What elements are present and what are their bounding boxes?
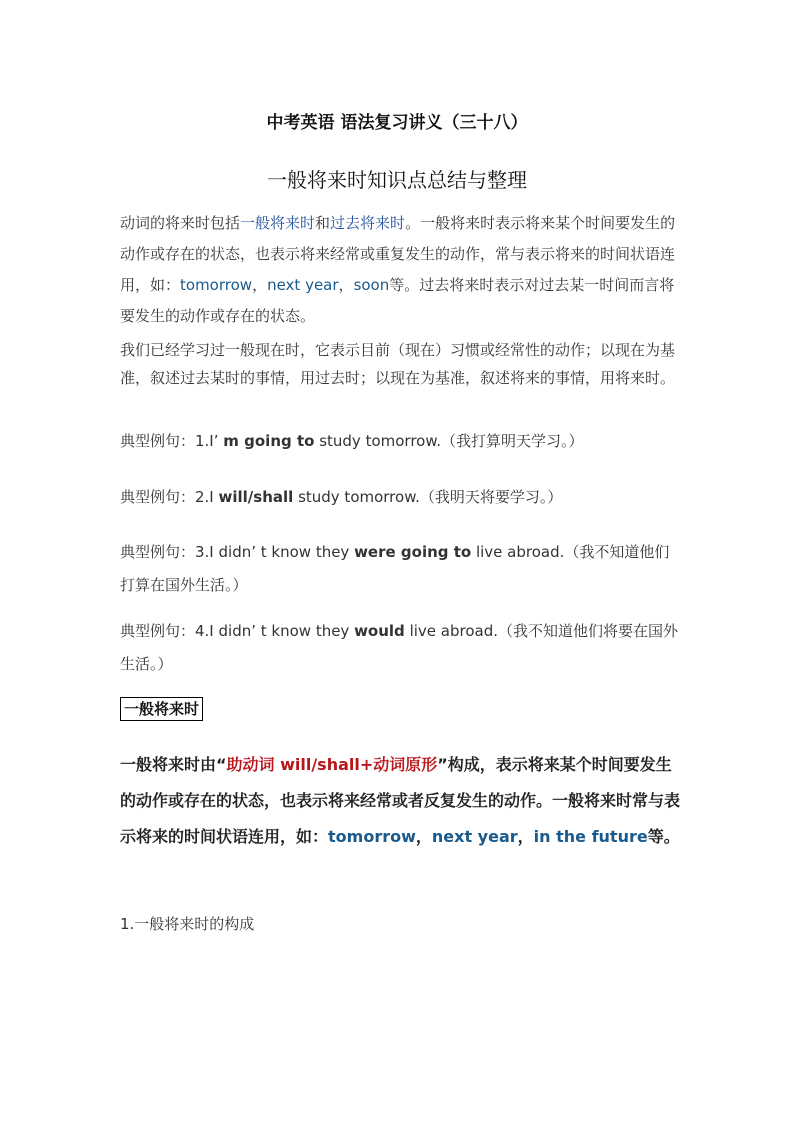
- boxed-heading: 一般将来时: [120, 697, 203, 721]
- keyword-soon: soon: [353, 276, 390, 294]
- section-heading: 1.一般将来时的构成: [120, 915, 255, 933]
- keyword-next-year: next year: [431, 827, 518, 846]
- definition-paragraph: [120, 747, 680, 855]
- keyword-next-year: next year: [267, 276, 339, 294]
- keyword-in-the-future: in the future: [533, 827, 648, 846]
- intro-text: 和: [315, 214, 331, 232]
- separator: ，: [338, 276, 354, 294]
- intro-text: 。一般将来时表示将来某个时间要发生的动作或存在的状态，也表示将来经常或重复发生的动作，常与表示将来的时间状语连用，如：: [120, 214, 676, 294]
- definition-text: ”构成，表示将来某个时间要发生的动作或存在的状态，也表示将来经常或者反复发生的动作。一般将来时常与表示将来的时间状语连用，如：: [120, 755, 681, 846]
- intro-text: 等。过去将来时表示对过去某一时间而言将要发生的动作或存在的状态。: [120, 276, 675, 325]
- comparison-paragraph: 我们已经学习过一般现在时，它表示目前（现在）习惯或经常性的动作；以现在为基准，叙述过去某时的事情，用过去时；以现在为基准，叙述将来的事情，用将来时。: [120, 341, 676, 387]
- definition-text: 一般将来时由“: [120, 755, 227, 774]
- definition-text: 等。: [647, 827, 680, 846]
- separator: ，: [415, 827, 432, 846]
- intro-paragraph: [120, 208, 676, 332]
- example-prefix: 典型例句：4.I didn’ t know they: [120, 622, 355, 640]
- separator: ，: [252, 276, 268, 294]
- keyword-tomorrow: tomorrow: [328, 827, 416, 846]
- example-prefix: 典型例句：2.I: [120, 488, 219, 506]
- example-sentence: [120, 481, 680, 514]
- intro-text: 动词的将来时包括: [120, 214, 241, 232]
- example-highlight: were going to: [354, 543, 472, 561]
- example-rest: study tomorrow.（我打算明天学习。）: [314, 432, 584, 450]
- example-sentence: [120, 425, 680, 458]
- term-past-future: 过去将来时: [330, 214, 406, 232]
- example-sentence: [120, 615, 680, 681]
- page-title: 中考英语 语法复习讲义（三十八）: [266, 113, 528, 133]
- example-rest: live abroad.（我不知道他们打算在国外生活。）: [120, 543, 670, 594]
- example-rest: study tomorrow.（我明天将要学习。）: [293, 488, 563, 506]
- example-prefix: 典型例句：1.I’: [120, 432, 224, 450]
- example-highlight: m going to: [223, 432, 315, 450]
- example-prefix: 典型例句：3.I didn’ t know they: [120, 543, 355, 561]
- example-sentence: [120, 536, 680, 602]
- example-highlight: will/shall: [218, 488, 294, 506]
- separator: ，: [517, 827, 534, 846]
- example-rest: live abroad.（我不知道他们将要在国外生活。）: [120, 622, 678, 673]
- keyword-tomorrow: tomorrow: [180, 276, 253, 294]
- example-highlight: would: [354, 622, 405, 640]
- page-subtitle: 一般将来时知识点总结与整理: [267, 168, 527, 192]
- term-simple-future: 一般将来时: [240, 214, 316, 232]
- definition-formula: 助动词 will/shall+动词原形: [226, 755, 438, 774]
